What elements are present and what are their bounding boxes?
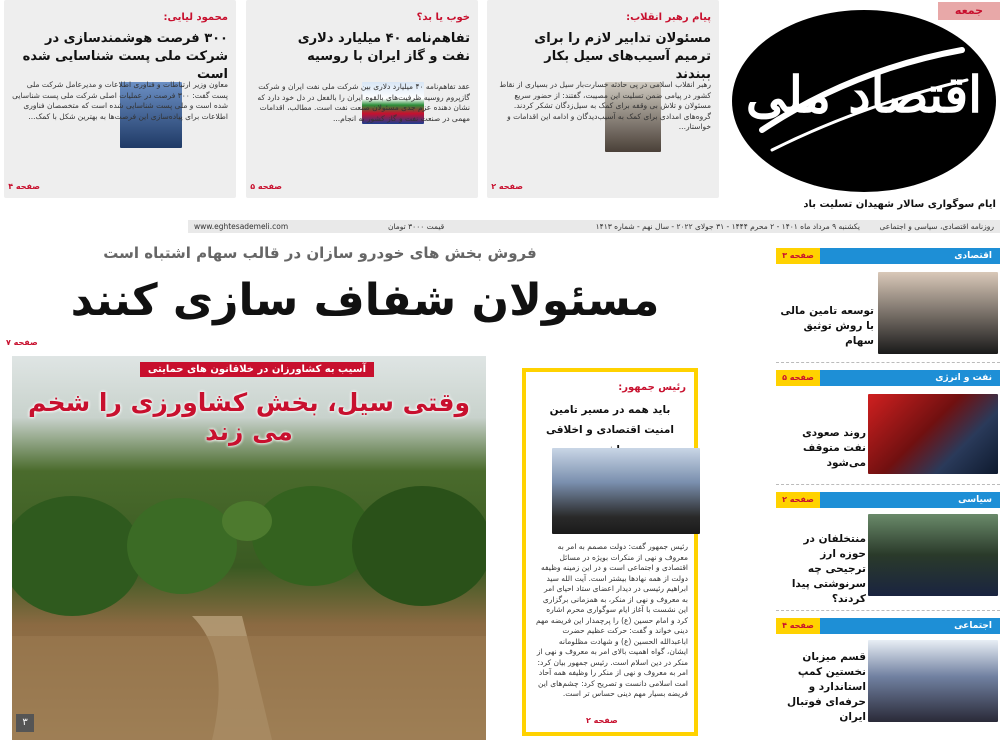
lead-headline[interactable]: مسئولان شفاف سازی کنند [70,275,660,326]
president-body: رئیس جمهور گفت: دولت مصمم به امر به معروف و نهی از منکرات بویژه در مسائل اقتصادی و اجتماعی است و در این زمینه وظیفه دولت از همه نهادها بیشتر است. آیت الله سید ابراهیم رئیسی در دیدار اعضای ستاد احیای امر به معروف و نهی از منکر، به همزمانی برگزاری این نشست با آغاز ایام سوگواری محرم اشاره کرد و امام حسین (ع) را پرچمدار این فریضه مهم دینی خواند و گفت: حرکت عظیم حضرت اباعبدالله الحسین (ع) و شهادت مظلومانه ایشان، گواه اهمیت بالای امر به معروف و نهی از منکر در دین اسلام است. رئیس جمهور بیان کرد: امر به معروف و نهی از منکر را وظیفه همه آحاد امت اسلامی دانست و تصریح کرد: چشم‌های این فریضه بسیار مهم دینی حساس تر است. [536,542,688,698]
divider [776,610,1000,611]
president-title: باید همه در مسیر تامین امنیت اقتصادی و اخلاقی [546,404,674,436]
sidebar-title-economic[interactable]: توسعه تامین مالی با روش توثیق سهام [780,305,874,347]
photo-story-headline[interactable]: وقتی سیل، بخش کشاورزی را شخم می زند [27,388,471,446]
teaser-kicker: پیام رهبر انقلاب: [626,12,711,23]
oil-barrels-photo [868,394,998,474]
divider [776,484,1000,485]
photo-story-label: آسیب به کشاورزان در خلاقانون های حمایتی [140,362,374,377]
teaser-oil-gas[interactable] [246,0,478,198]
paper-descriptor: روزنامه اقتصادی، سیاسی و اجتماعی [879,222,994,231]
section-label: اقتصادی [954,251,992,261]
sidebar-section-oil[interactable] [776,370,1000,386]
logo-text: اقتصاد ملی [745,65,983,124]
teaser-leader-message[interactable] [487,0,719,198]
logo-oval [732,10,996,192]
political-photo [868,514,998,596]
president-page[interactable]: صفحه ۲ [586,716,618,725]
lead-kicker: فروش بخش های خودرو سازان در قالب سهام اشتباه است [103,244,537,262]
teaser-body: معاون وزیر ارتباطات و فناوری اطلاعات و مدیرعامل شرکت ملی پست گفت: ۳۰۰ فرصت در عملیات اصلی شرکت ملی پست شناسایی شده است و ملی پست شناسایی شده است که متخصصان فناوری اطلاعات برای پیاده‌سازی این فرصت‌ها به بهترین شکل با کمک... [12,80,228,121]
section-page[interactable]: صفحه ۵ [776,370,820,386]
social-photo [868,640,998,722]
teaser-post-company[interactable] [4,0,236,198]
economic-photo [878,272,998,354]
website-link[interactable]: www.eghtesademeli.com [194,222,289,231]
section-label: نفت و انرژی [935,373,992,383]
section-page[interactable]: صفحه ۴ [776,618,820,634]
divider [776,362,1000,363]
lead-page[interactable]: صفحه ۷ [6,338,38,347]
sidebar-section-social[interactable] [776,618,1000,634]
corner-badge: جمعه [938,2,1000,20]
sidebar-title-social[interactable]: قسم میزبان نخستین کمپ استاندارد و حرفه‌ای فوتبال ایران [787,651,866,723]
info-bar [188,220,1000,233]
teaser-body: عقد تفاهم‌نامه ۴۰ میلیارد دلاری بین شرکت ملی نفت ایران و شرکت گازپروم روسیه ظرفیت‌های بالقوه ایران را بالفعل در دل خود دارد که نشان دهنده عزم جدی مسئولان صنعت نفت است. مطالب، اقدامات مهمی در صنعت نفت و گاز کشور به انجام... [257,82,470,123]
section-page[interactable]: صفحه ۲ [776,492,820,508]
sidebar-title-political[interactable]: منتخلفان در حوزه ارز ترجیحی چه سرنوشتی پیدا کردند؟ [791,533,866,605]
president-box[interactable] [522,368,698,736]
masthead [728,0,1000,220]
section-label: اجتماعی [954,621,992,631]
teaser-title: تفاهم‌نامه ۴۰ میلیارد دلاری نفت و گاز ایران با روسیه [297,31,470,64]
teaser-title: ۳۰۰ فرصت هوشمندسازی در شرکت ملی پست شناسایی شده است [22,31,228,82]
condolence-line: ایام سوگواری سالار شهیدان تسلیت باد [803,199,996,210]
meeting-photo [552,448,700,534]
section-page[interactable]: صفحه ۳ [776,248,820,264]
president-kicker: رئیس جمهور: [618,382,686,393]
sidebar-section-political[interactable] [776,492,1000,508]
price: قیمت ۳۰۰۰ تومان [388,222,445,231]
section-label: سیاسی [958,495,992,505]
issue-date: یکشنبه ۹ مرداد ماه ۱۴۰۱ - ۲ محرم ۱۴۴۴ - ۳۱ جولای ۲۰۲۲ - سال نهم - شماره ۱۴۱۳ [595,222,860,231]
sidebar [776,248,1000,748]
sidebar-title-oil[interactable]: روند صعودی نفت متوقف می‌شود [802,427,866,469]
flood-photo[interactable] [12,356,486,740]
teaser-title: مسئولان تدابیر لازم را برای ترمیم آسیب‌های سیل بکار ببندند [534,31,711,82]
teaser-kicker: محمود لیایی: [163,12,228,23]
photo-story-page[interactable]: ۳ [16,714,34,732]
teaser-kicker: خوب یا بد؟ [416,12,470,23]
teaser-page[interactable]: صفحه ۵ [250,182,282,191]
teaser-page[interactable]: صفحه ۲ [491,182,523,191]
teaser-page[interactable]: صفحه ۴ [8,182,40,191]
sidebar-section-economic[interactable] [776,248,1000,264]
teaser-body: رهبر انقلاب اسلامی در پی حادثه خسارت‌بار سیل در بسیاری از نقاط کشور در پیامی ضمن تسلیت این مصیبت، گفتند: از حضور سریع مسئولان و تلاش بی وقفه برای کمک به سیل‌زدگان تشکر کردند. گروه‌های امدادی برای کمک به آسیب‌دیدگان و ادامه این اقدامات و خواستار... [499,80,711,131]
